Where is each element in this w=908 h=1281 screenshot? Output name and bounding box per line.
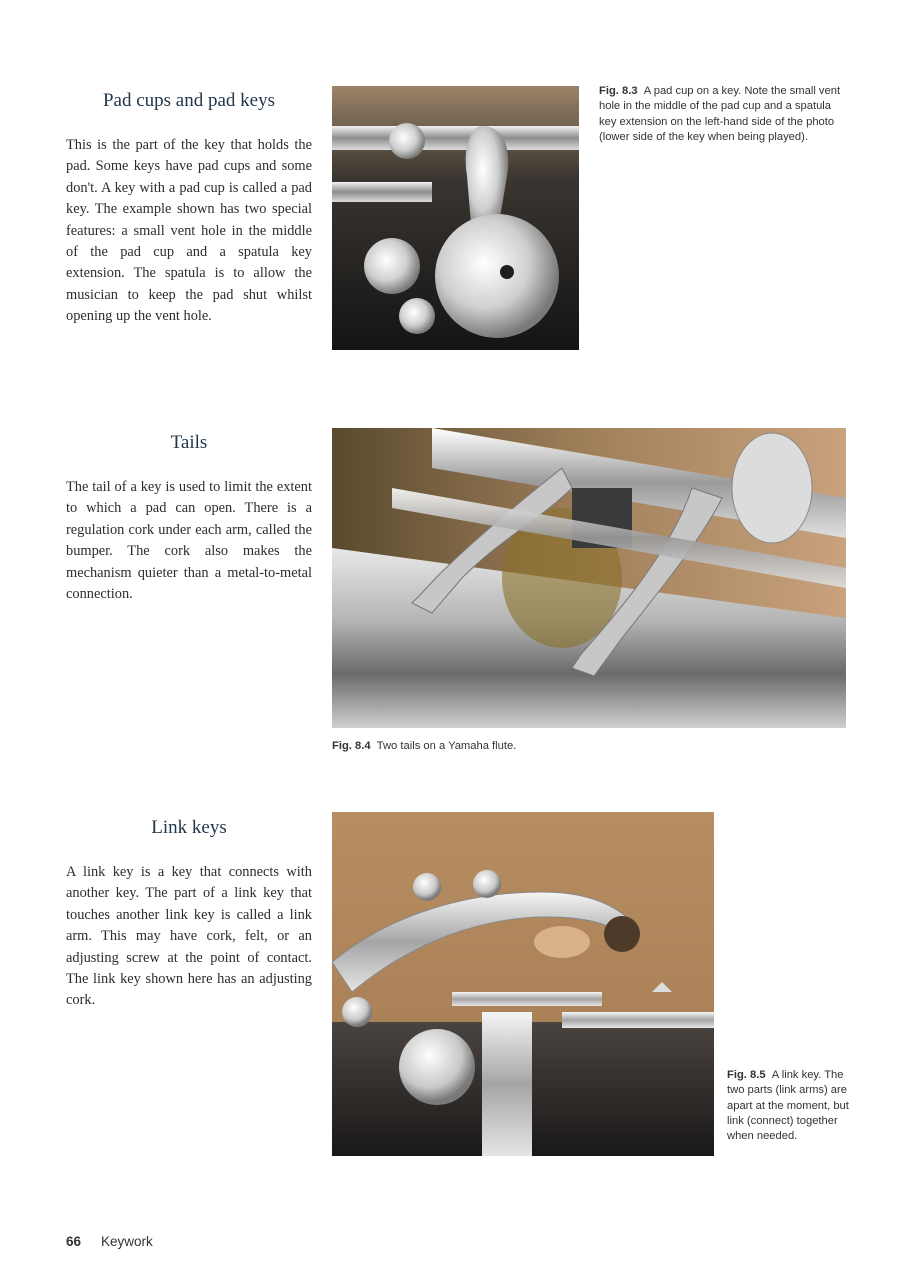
- figure-8-4-photo: [332, 428, 846, 728]
- section-body-tails: The tail of a key is used to limit the extent to which a pad can open. There is a regulation cork under each arm, called the bumper. The cork also makes the mechanism quieter than a metal-to-metal connection.: [66, 479, 312, 603]
- caption-text: A link key. The two parts (link arms) are apart at the moment, but link (connect) together when needed.: [727, 1069, 849, 1143]
- section-heading-pad-cups: Pad cups and pad keys: [102, 90, 276, 111]
- figure-8-4-caption: [332, 739, 842, 754]
- page-number: 66: [66, 1234, 82, 1249]
- caption-text: A pad cup on a key. Note the small vent hole in the middle of the pad cup and a spatula key extension on the left-hand side of the photo (lower side of the key when being played).: [599, 85, 841, 143]
- chapter-name: Keywork: [101, 1234, 153, 1249]
- figure-number: Fig. 8.4: [332, 740, 371, 752]
- caption-text: Two tails on a Yamaha flute.: [376, 740, 517, 752]
- figure-8-3-photo: [332, 86, 579, 350]
- figure-8-3-caption: [599, 84, 843, 145]
- section-body-pad-cups: This is the part of the key that holds the pad. Some keys have pad cups and some don't. A key with a pad cup is called a pad key. The example shown has two special features: a small vent hole in the middle of the pad cup and a spatula key extension. The spatula is to allow the musician to keep the pad shut whilst opening up the vent hole.: [66, 137, 312, 325]
- figure-8-5-caption: [727, 1068, 852, 1144]
- figure-number: Fig. 8.3: [599, 85, 638, 97]
- section-body-link-keys: A link key is a key that connects with another key. The part of a link key that touches another link key is called a link arm. This may have cork, felt, or an adjusting screw at the point of contact. The link key shown here has an adjusting cork.: [66, 864, 312, 1009]
- section-heading-tails: Tails: [170, 432, 208, 453]
- figure-number: Fig. 8.5: [727, 1069, 766, 1081]
- figure-8-5-photo: [332, 812, 714, 1156]
- section-heading-link-keys: Link keys: [151, 817, 227, 838]
- page-footer: [66, 1234, 153, 1249]
